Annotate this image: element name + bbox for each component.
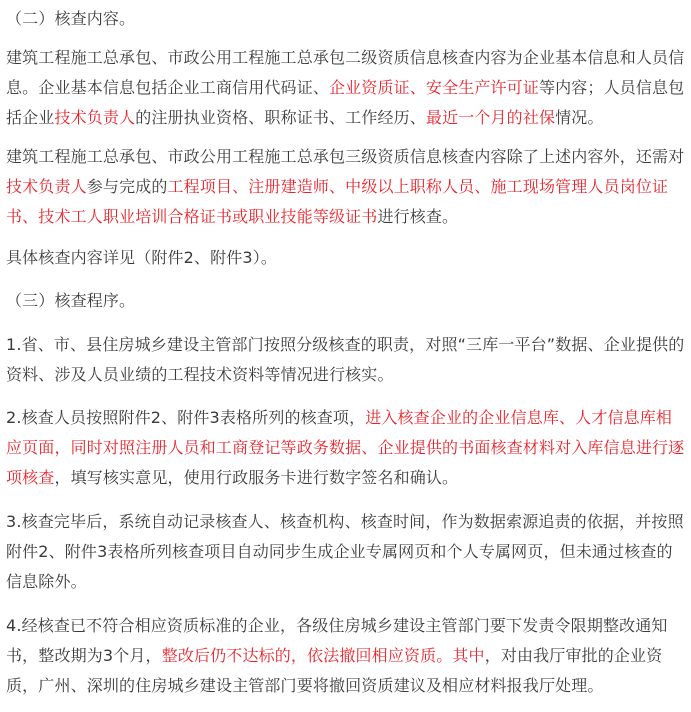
highlight-span: 进入核查企业的企业信息库、人才信息库相应页面，同时对照注册人员和工商登记等政务数据、企业提供的书面核查材料对入库信息进行逐项核查 — [6, 408, 685, 487]
text-span: ，填写核实意见，使用行政服务卡进行数字签名和确认。 — [54, 468, 459, 487]
section-heading-procedure — [6, 286, 685, 316]
procedure-item-2 — [6, 403, 685, 493]
text-span: 具体核查内容详见（附件2、附件3）。 — [6, 248, 278, 267]
text-span: 建筑工程施工总承包、市政公用工程施工总承包三级资质信息核查内容除了上述内容外，还需对 — [6, 147, 685, 166]
procedure-item-4 — [6, 611, 685, 701]
text-span: 建筑工程施工总承包、市政公用工程施工总承包二级资质信息核查内容为企业基本信息和人员信息。企业基本信息包括企业工商信用代码证、 — [6, 48, 685, 97]
highlight-span: 最近一个月的社保 — [425, 108, 556, 127]
highlight-span: 工程项目、注册建造师、中级以上职称人员、施工现场管理人员岗位证书、技术工人职业培训合格证书或职业技能等级证书 — [6, 177, 669, 226]
text-span: 进行核查。 — [377, 207, 459, 226]
section-heading-content — [6, 4, 685, 34]
section-heading-content-text: （二）核查内容。 — [6, 9, 136, 28]
paragraph-level2-scope — [6, 43, 685, 133]
highlight-span: 技术负责人 — [6, 177, 87, 196]
text-span: 参与完成的 — [86, 177, 168, 196]
section-heading-procedure-text: （三）核查程序。 — [6, 291, 136, 310]
highlight-span: 整改后仍不达标的，依法撤回相应资质。其中 — [161, 646, 485, 665]
highlight-span: 技术负责人 — [54, 108, 136, 127]
highlight-span: 企业资质证、安全生产许可证 — [329, 78, 539, 97]
text-span: 3.核查完毕后，系统自动记录核查人、核查机构、核查时间，作为数据索源追责的依据，并按照附件2、附件3表格所列核查项目自动同步生成企业专属网页和个人专属网页，但未通过核查的信息除外。 — [6, 512, 684, 591]
procedure-item-1 — [6, 330, 685, 390]
text-span: 2.核查人员按照附件2、附件3表格所列的核查项， — [6, 408, 366, 427]
text-span: ，对由我厅审批的企业资质，广州、深圳的住房城乡建设主管部门要将撤回资质建议及相应材料报我厅处理。 — [6, 646, 663, 695]
paragraph-level3-scope — [6, 142, 685, 232]
procedure-item-3 — [6, 507, 685, 597]
text-span: 4.经核查已不符合相应资质标准的企业，各级住房城乡建设主管部门要下发责令限期整改通知书，整改期为3个月， — [6, 616, 668, 665]
text-span: 的注册执业资格、职称证书、工作经历、 — [135, 108, 426, 127]
text-span: 1.省、市、县住房城乡建设主管部门按照分级核查的职责，对照“三库一平台”数据、企业提供的资料、涉及人员业绩的工程技术资料等情况进行核实。 — [6, 335, 685, 384]
text-span: 等内容；人员信息包括企业 — [6, 78, 685, 127]
paragraph-attachment-reference — [6, 243, 685, 273]
text-span: 情况。 — [555, 108, 604, 127]
